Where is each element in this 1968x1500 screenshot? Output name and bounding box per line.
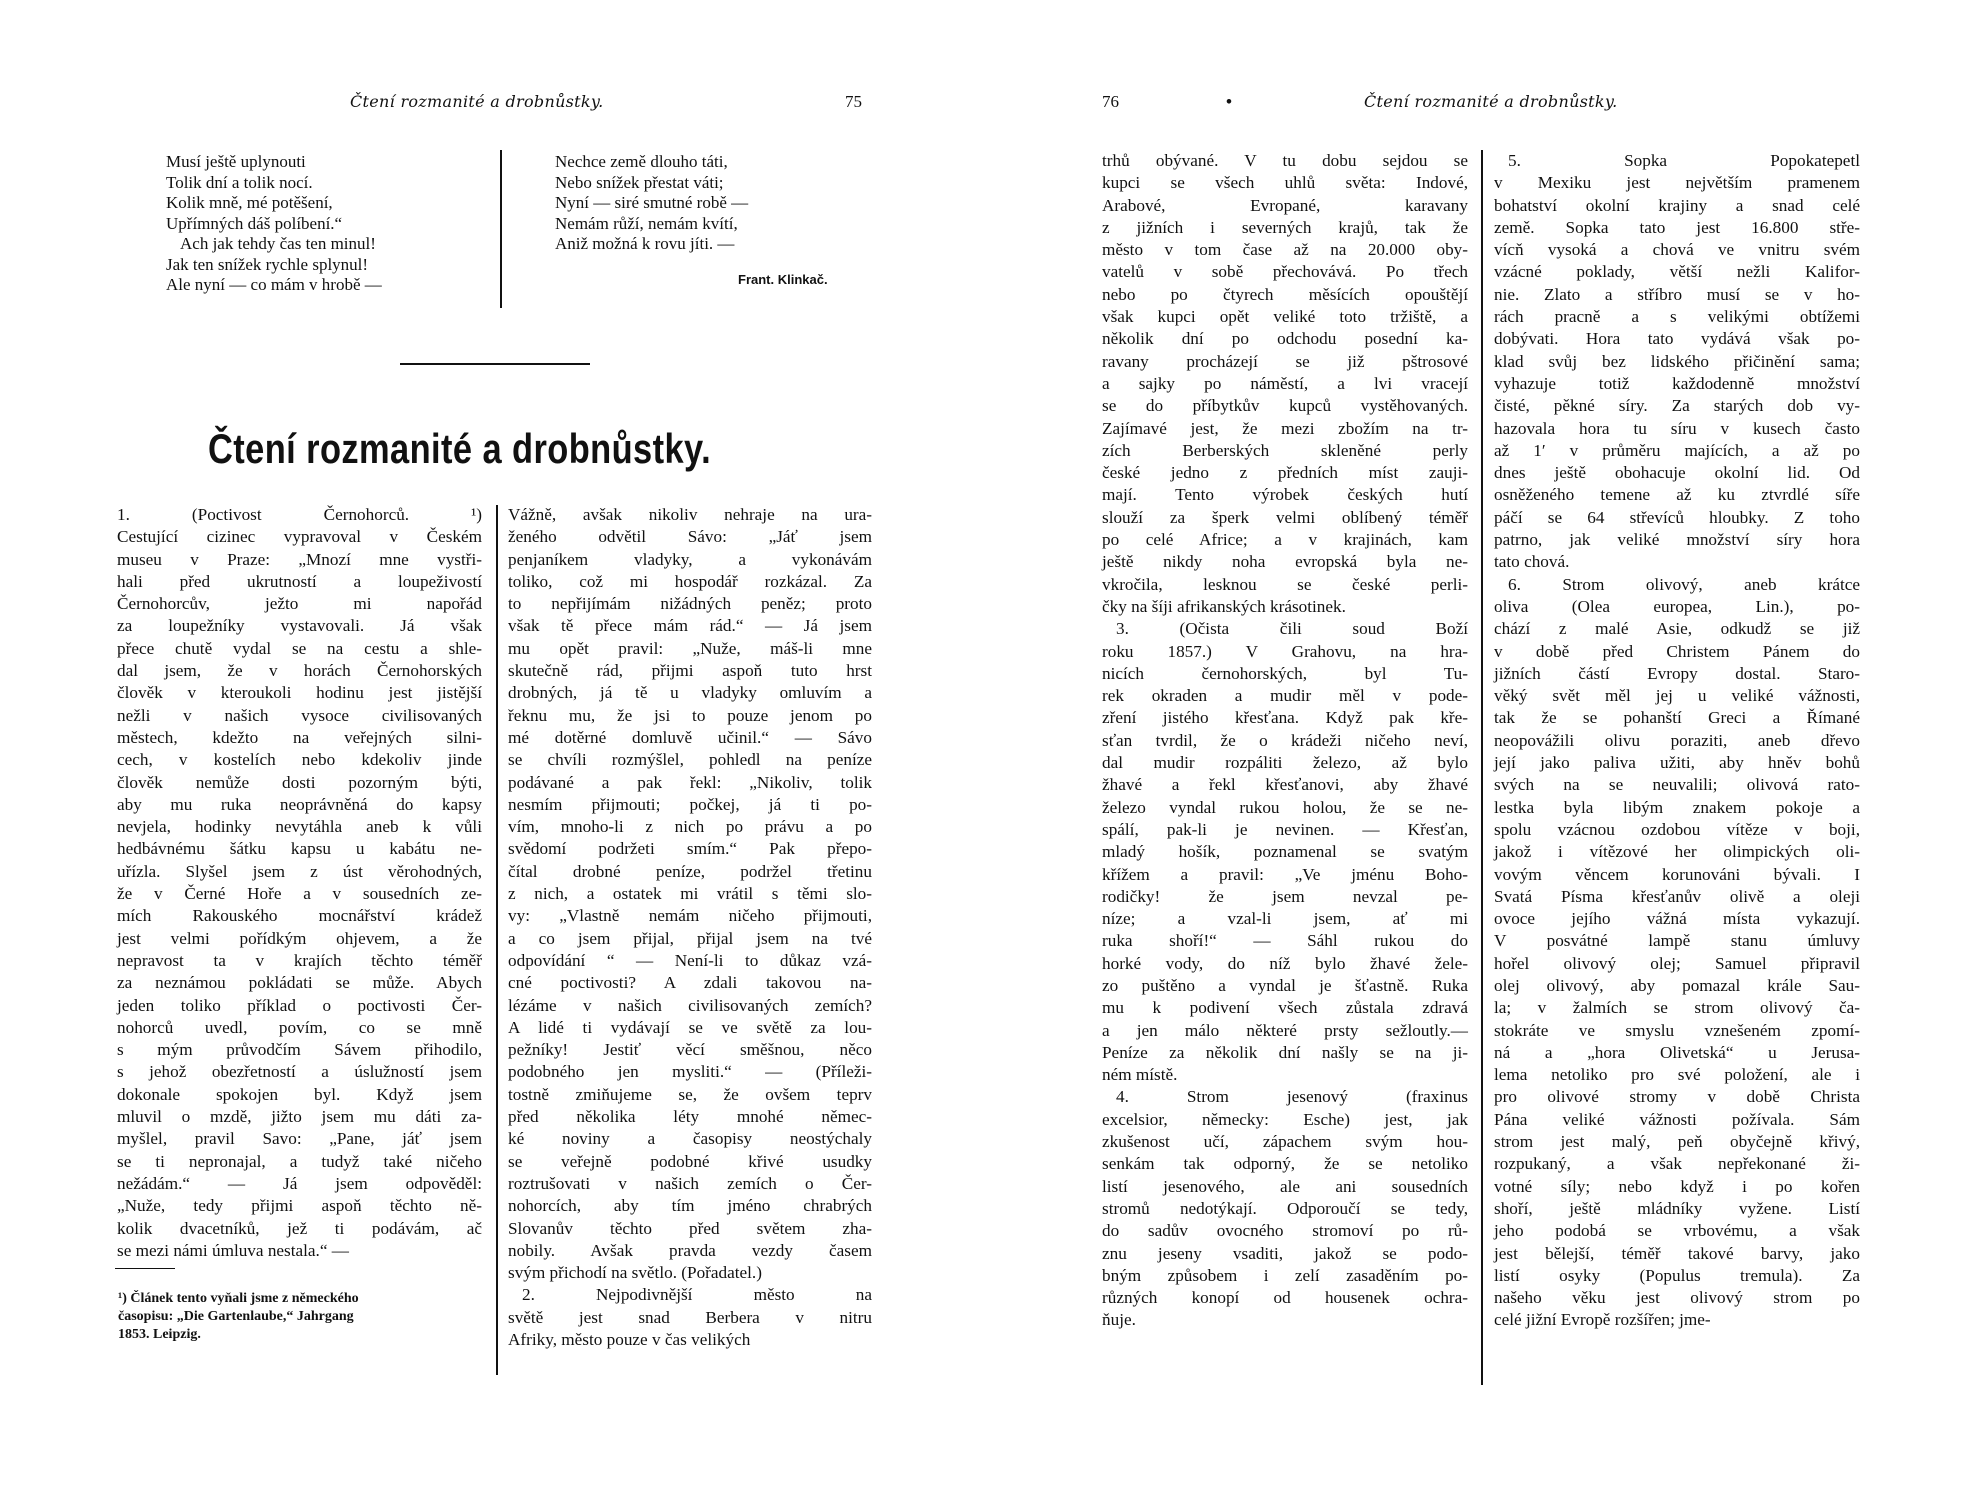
text-line: nobily. Avšak pravda vezdy časem [508, 1240, 872, 1260]
text-line: stromů nedotýkají. Odporoučí se tedy, [1102, 1198, 1468, 1218]
text-line: žhavé a řekl křesťanovi, aby žhavé [1102, 775, 1468, 795]
text-line: ké noviny a časopisy neostýchaly [508, 1129, 872, 1149]
text-line: vy: „Vlastně nemám ničeho přijmouti, [508, 906, 872, 926]
text-line: městech, kdežto na veřejných silni- [117, 727, 482, 747]
text-line: nežli v našich vysoce civilisovaných [117, 705, 482, 725]
text-line: věký svět měl jej u veliké vážnosti, [1494, 686, 1860, 706]
text-line: v době před Christem Pánem do [1494, 641, 1860, 661]
text-line: excelsior, německy: Esche) jest, jak [1102, 1109, 1468, 1129]
text-line: tato chová. [1494, 552, 1570, 572]
text-line: našeho věku jest olivový strom po [1494, 1288, 1860, 1308]
text-line: svým přichodí na světlo. (Pořadatel.) [508, 1263, 762, 1283]
text-line: odpovídání “ — Není-li to důkaz vzá- [508, 950, 872, 970]
text-line: v Mexiku jest největším pramenem [1494, 173, 1860, 193]
text-line: roztrušovati v našich zemích o Čer- [508, 1173, 872, 1193]
text-line: přece chutě vydal se na cestu a shle- [117, 638, 482, 658]
text-line: ovoce jejího vážná místa vykazují. [1494, 909, 1860, 929]
text-line: 3. (Očista čili soud Boží [1116, 619, 1468, 639]
text-line: dnes ještě obohacuje okolní lid. Od [1494, 463, 1860, 483]
column-divider [1481, 150, 1483, 1385]
text-line: nicích černohorských, byl Tu- [1102, 663, 1468, 683]
text-line: shoří, ještě mládníky vyžene. Listí [1494, 1198, 1860, 1218]
text-line: země. Sopka tato jest 16.800 stře- [1494, 217, 1860, 237]
text-line: světě jest snad Berbera v nitru [508, 1307, 872, 1327]
text-line: pežníky! Jestiť věcí směšnou, něco [508, 1040, 872, 1060]
text-line: hazovala hora tu síru v kusech často [1494, 418, 1860, 438]
text-line: vícň vysoká a chová ve vnitru svém [1494, 240, 1860, 260]
text-line: V posvátné lampě stanu úmluvy [1494, 931, 1860, 951]
text-line: rodičky! že jsem nevzal pe- [1102, 886, 1468, 906]
text-line: Svatá Písma křesťanův olivě a oleji [1494, 886, 1860, 906]
text-line: z nich, a ostatek mi vrátil s těmi slo- [508, 884, 872, 904]
text-line: svědomí podržeti smím.“ Pak přepo- [508, 839, 872, 859]
text-line: zření jistého křesťana. Když pak kře- [1102, 708, 1468, 728]
text-line: nevjela, hodinky nevytáhla aneb k vůli [117, 817, 482, 837]
text-line: jakož i vítězové her olimpických oli- [1494, 842, 1860, 862]
text-line: trhů obývané. V tu dobu sejdou se [1102, 151, 1468, 170]
text-line: chází z malé Asie, odkudž se již [1494, 619, 1860, 639]
text-line: páčí se 64 střevíců hloubky. Z toho [1494, 507, 1860, 527]
text-line: nežádám.“ — Já jsem odpověděl: [117, 1173, 482, 1193]
text-line: zkušenost učí, zápachem svým hou- [1102, 1132, 1468, 1152]
text-line: jest velmi pořídkým ohjevem, a že [117, 928, 482, 948]
text-line: se veřejně podobné křivé usudky [508, 1151, 872, 1171]
text-line: slouží za šperk velmi oblíbený téměř [1102, 507, 1468, 527]
text-line: mu opět pravil: „Nuže, máš-li mne [508, 638, 872, 658]
text-line: nohorců uvedl, povím, co se mně [117, 1017, 482, 1037]
column-divider [496, 505, 498, 1375]
text-line: cné poctivosti? A zdali takovou na- [508, 973, 872, 993]
text-line: až 1′ v průměru majících, a až po [1494, 440, 1860, 460]
text-line: listí jesenového, ale ani sousedních [1102, 1176, 1468, 1196]
text-line: hedbávnému šátku kapsu u kabátu ne- [117, 839, 482, 859]
text-line: jižních částí Evropy dostal. Staro- [1494, 663, 1860, 683]
text-line: 1853. Leipzig. [118, 1327, 201, 1342]
text-line: kolik dvacetníků, jež ti podávám, ač [117, 1218, 482, 1238]
text-line: ňuje. [1102, 1310, 1136, 1330]
text-line: myšlel, pravil Savo: „Pane, jáť jsem [117, 1129, 482, 1149]
text-line: Nebo snížek přestat váti; [555, 172, 724, 192]
text-line: za loupežníky vystavovali. Já však [117, 616, 482, 636]
text-line: to nepřijímám nižádných peněz; proto [508, 594, 872, 614]
text-line: roku 1857.) V Grahovu, na hra- [1102, 641, 1468, 661]
text-line: aby mu ruka neoprávněná do kapsy [117, 794, 482, 814]
text-line: 6. Strom olivový, aneb krátce [1508, 574, 1860, 594]
text-line: mích Rakouského mocnářství krádež [117, 906, 482, 926]
text-line: a co jsem přijal, přijal jsem na tvé [508, 928, 872, 948]
text-line: drobných, já tě u vladyky omluvím a [508, 683, 872, 703]
text-line: však tě přece mám rád.“ — Já jsem [508, 616, 872, 636]
text-line: níze; a vzal-li jsem, ať mi [1102, 909, 1468, 929]
text-line: ruka shoří!“ — Sáhl rukou do [1102, 931, 1468, 951]
text-line: město v tom čase až na 20.000 oby- [1102, 240, 1468, 260]
text-line: hali před ukrutností a loupeživostí [117, 571, 482, 591]
text-line: čisté, pěkné síry. Za starých dob vy- [1494, 396, 1860, 416]
text-line: dobývati. Hora tato vydává však po- [1494, 329, 1860, 349]
text-line: vzácné poklady, větší nežli Kalifor- [1494, 262, 1860, 282]
left-article-column-2 [508, 504, 872, 1351]
section-title: Čtení rozmanité a drobnůstky. [208, 425, 712, 472]
text-line: svých na se neuvalili; olivová rato- [1494, 775, 1860, 795]
text-line: Nemám růží, nemám kvítí, [555, 213, 738, 233]
text-line: a sajky po náměstí, a lvi vracejí [1102, 373, 1468, 393]
text-line: rách pracně a s velikými obtížemi [1494, 307, 1860, 327]
text-line: museu v Praze: „Mnozí mne vystři- [117, 549, 482, 569]
text-line: ravany procházejí se již pštrosové [1102, 351, 1468, 371]
header-title-text: Čtení rozmanité a drobnůstky. [1364, 92, 1618, 111]
text-line: se do příbytkův kupců vystěhovaných. [1102, 396, 1468, 416]
text-line: vovým věncem korunováni bývali. I [1494, 864, 1860, 884]
text-line: se ti nepronajal, a tudyž také ničeho [117, 1151, 482, 1171]
text-line: 2. Nejpodivnější město na [522, 1285, 872, 1305]
text-line: nie. Zlato a stříbro musí se v ho- [1494, 284, 1860, 304]
text-line: Tolik dní a tolik nocí. [166, 172, 313, 192]
text-line: senkám tak odporný, že se netoliko [1102, 1154, 1468, 1174]
left-page-number: 75 [845, 92, 862, 111]
text-line: Černohorcův, ježto mi napořád [117, 594, 482, 614]
text-line: mají. Tento výrobek českých hutí [1102, 485, 1468, 505]
text-line: ještě nikdy noha evropská byla ne- [1102, 552, 1468, 572]
text-line: cech, v kostelích nebo kdekoliv jinde [117, 750, 482, 770]
text-line: Jak ten snížek rychle splynul! [166, 254, 369, 274]
text-line: vkročila, lesknou se české perli- [1102, 574, 1468, 594]
text-line: sťan tvrdil, že o krádeži ničeho neví, [1102, 730, 1468, 750]
text-line: podobného jen mysliti.“ — (Příleži- [508, 1062, 872, 1082]
text-line: její jako paliva užiti, aby hněv bohů [1494, 753, 1860, 773]
text-line: pro olivové stromy v době Christa [1494, 1087, 1860, 1107]
text-line: zo puštěno a vyndal je šťastně. Ruka [1102, 975, 1468, 995]
text-line: Musí ještě uplynouti [166, 152, 306, 171]
text-line: české jedno z předních míst zauji- [1102, 463, 1468, 483]
text-line: hořel olivový olej; Samuel připravil [1494, 953, 1860, 973]
text-line: olej olivový, aby pomazal krále Sau- [1494, 975, 1860, 995]
text-line: votné síly; nebo když i po kořen [1494, 1176, 1860, 1196]
text-line: ná a „hora Olivetská“ u Jerusa- [1494, 1042, 1860, 1062]
text-line: člověk v kteroukoli hodinu jest jistější [117, 683, 482, 703]
text-line: ženého odvětil Sávo: „Jáť jsem [508, 527, 872, 547]
text-line: Vážně, avšak nikoliv nehraje na ura- [508, 505, 872, 524]
text-line: vím, mnoho-li z nich po právu a po [508, 817, 872, 837]
text-line: různých konopí od housenek ochra- [1102, 1288, 1468, 1308]
text-line: z jižních i severných krajů, tak že [1102, 217, 1468, 237]
text-line: „Nuže, tedy přijmi aspoň těchto ně- [117, 1196, 482, 1216]
section-divider [400, 363, 590, 365]
text-line: listí osyky (Populus tremula). Za [1494, 1265, 1860, 1285]
footnote-rule [115, 1268, 175, 1269]
text-line: mu k podivení všech zůstala zdravá [1102, 998, 1468, 1018]
text-line: za neznámou pokládati se může. Abych [117, 973, 482, 993]
text-line: Afriky, město pouze v čas velikých [508, 1329, 751, 1349]
text-line: neopovážili olivu poraziti, aneb dřevo [1494, 730, 1860, 750]
poem-left-column [166, 152, 382, 296]
text-line: tostně zmiňujeme se, že ovšem teprv [508, 1084, 872, 1104]
right-page [984, 0, 1968, 1500]
right-page-number: 76 [1102, 92, 1119, 111]
text-line: Upřímných dáš políbení.“ [166, 213, 343, 233]
text-line: podávané a pak řekl: „Nikoliv, tolik [508, 772, 872, 792]
text-line: nebo po čtyrech měsících opouštějí [1102, 284, 1468, 304]
text-line: Ale nyní — co mám v hrobě — [166, 275, 382, 294]
text-line: toliko, což mi hospodář rozkázal. Za [508, 571, 872, 591]
text-line: klad svůj bez lidského přičinění sama; [1494, 351, 1860, 371]
text-line: 5. Sopka Popokatepetl [1508, 151, 1860, 170]
text-line: stokráte ve smyslu vznešeném zpomí- [1494, 1020, 1860, 1040]
text-line: čky na šíji afrikanských krásotinek. [1102, 596, 1346, 616]
text-line: jeho podobá se vrbovému, a však [1494, 1221, 1860, 1241]
text-line: skutečně rád, přijmi aspoň tuto hrst [508, 661, 872, 681]
text-line: Kolik mně, mé potěšení, [166, 193, 333, 212]
text-line: lema netoliko pro své položení, ale i [1494, 1065, 1860, 1085]
text-line: horké vody, do níž bylo žhavé žele- [1102, 953, 1468, 973]
poem-signature: Frant. Klinkač. [738, 272, 828, 287]
text-line: mladý hošík, poznamenal se svatým [1102, 842, 1468, 862]
text-line: spálí, pak-li je nevinen. — Křesťan, [1102, 819, 1468, 839]
text-line: dal jsem, že v horách Černohorských [117, 661, 482, 681]
poem-right-column [555, 152, 748, 255]
text-line: však kupci opět veliké toto tržiště, a [1102, 307, 1468, 327]
left-article-column-1 [117, 504, 482, 1262]
text-line: mluvil o mzdě, jižto jsem mu dáti za- [117, 1107, 482, 1127]
text-line: jeden toliko příklad o poctivosti Čer- [117, 995, 482, 1015]
text-line: Zajímavé jest, že mezi zbožím na tr- [1102, 418, 1468, 438]
text-line: uřízla. Slyšel jsem z úst věrohodných, [117, 861, 482, 881]
text-line: patrno, jak veliké množství síry hora [1494, 530, 1860, 550]
text-line: se mezi námi úmluva nestala.“ — [117, 1240, 349, 1260]
text-line: Pána veliké vážnosti požívala. Sám [1494, 1109, 1860, 1129]
text-line: celé jižní Evropě rozšířen; jme- [1494, 1310, 1711, 1330]
text-line: Nyní — siré smutné robě — [555, 193, 749, 212]
text-line: rek okraden a mudir měl v pode- [1102, 686, 1468, 706]
text-line: řeknu mu, že jsi to pouze jenom po [508, 705, 872, 725]
text-line: se chvíli rozmýšlel, pohledl na peníze [508, 750, 872, 770]
left-page-header-title [350, 92, 604, 112]
header-bullet: • [1226, 92, 1232, 111]
text-line: Peníze za několik dní našly se na ji- [1102, 1042, 1468, 1062]
text-line: a jen málo některé prsty sežloutly.— [1102, 1020, 1468, 1040]
text-line: před několika léty mnohé němec- [508, 1107, 872, 1127]
right-article-column-2 [1494, 150, 1860, 1332]
text-line: Slovanův těchto před světem zha- [508, 1218, 872, 1238]
text-line: ném místě. [1102, 1065, 1178, 1085]
text-line: Arabové, Evropané, karavany [1102, 195, 1468, 215]
text-line: Nechce země dlouho táti, [555, 152, 728, 171]
text-line: že v Černé Hoře a v sousedních ze- [117, 884, 482, 904]
text-line: čítal drobné peníze, podržel třetinu [508, 861, 872, 881]
text-line: nepravost ta v krajích těchto téměř [117, 950, 482, 970]
poem-divider [500, 150, 502, 308]
right-page-header-title [1364, 92, 1618, 112]
text-line: železo vyndal rukou holou, že se ne- [1102, 797, 1468, 817]
text-line: tak že se pohanští Greci a Římané [1494, 708, 1860, 728]
text-line: jest bělejší, téměř takové barvy, jako [1494, 1243, 1860, 1263]
text-line: A lidé ti vydávají se ve světě za lou- [508, 1017, 872, 1037]
text-line: spolu vzácnou ozdobou vítěze v boji, [1494, 819, 1860, 839]
text-line: člověk nemůže dosti pozorným býti, [117, 772, 482, 792]
text-line: časopisu: „Die Gartenlaube,“ Jahrgang [118, 1309, 354, 1324]
text-line: penjaníkem vladyky, a vykonávám [508, 549, 872, 569]
right-article-column-1 [1102, 150, 1468, 1332]
text-line: osněženého temene až ku ztvrdlé síře [1494, 485, 1860, 505]
text-line: lestka byla libým znakem pokoje a [1494, 797, 1860, 817]
text-line: do sadův ovocného stromoví po rů- [1102, 1221, 1468, 1241]
text-line: s jehož obezřetností a úslužností jsem [117, 1062, 482, 1082]
text-line: 1. (Poctivost Černohorců. ¹) [117, 505, 482, 524]
text-line: ¹) Článek tento vyňali jsme z německého [118, 1291, 359, 1306]
text-line: Aniž možná k rovu jíti. — [555, 234, 735, 253]
text-line: Cestující cizinec vypravoval v Českém [117, 527, 482, 547]
text-line: strom jest malý, peň obyčejně křivý, [1494, 1132, 1860, 1152]
text-line: vatelů v sobě přechovává. Po třech [1102, 262, 1468, 282]
text-line: křížem a pravil: „Ve jménu Boho- [1102, 864, 1468, 884]
text-line: znu jeseny vsaditi, jakož se podo- [1102, 1243, 1468, 1263]
text-line: zích Berberských skleněné perly [1102, 440, 1468, 460]
text-line: lézáme v našich civilisovaných zemích? [508, 995, 872, 1015]
text-line: dokonale spokojen byl. Když jsem [117, 1084, 482, 1104]
text-line: vyhazuje totiž každodenně množství [1494, 373, 1860, 393]
text-line: oliva (Olea europea, Lin.), po- [1494, 596, 1860, 616]
text-line: Ach jak tehdy čas ten minul! [180, 234, 376, 253]
text-line: nesmím přijmouti; počkej, já ti po- [508, 794, 872, 814]
header-title-text: Čtení rozmanité a drobnůstky. [350, 92, 604, 111]
text-line: mé dotěrné domluvě učinil.“ — Sávo [508, 727, 872, 747]
text-line: 4. Strom jesenový (fraxinus [1116, 1087, 1468, 1107]
text-line: rozpukaný, a však nepřekonané ži- [1494, 1154, 1860, 1174]
text-line: bným způsobem i zelí zasaděním po- [1102, 1265, 1468, 1285]
text-line: s mým průvodčím Sávem přihodilo, [117, 1040, 482, 1060]
text-line: bohatství okolní krajiny a snad celé [1494, 195, 1860, 215]
text-line: po celé Africe; a v krajinách, kam [1102, 530, 1468, 550]
text-line: la; v žalmích se strom olivový ča- [1494, 998, 1860, 1018]
footnote [118, 1290, 478, 1344]
text-line: nohorcích, aby tím jméno chrabrých [508, 1196, 872, 1216]
text-line: dal mudir rozpáliti železo, až bylo [1102, 753, 1468, 773]
text-line: několik dní po odchodu posední ka- [1102, 329, 1468, 349]
text-line: kupci se všech uhlů světa: Indové, [1102, 173, 1468, 193]
